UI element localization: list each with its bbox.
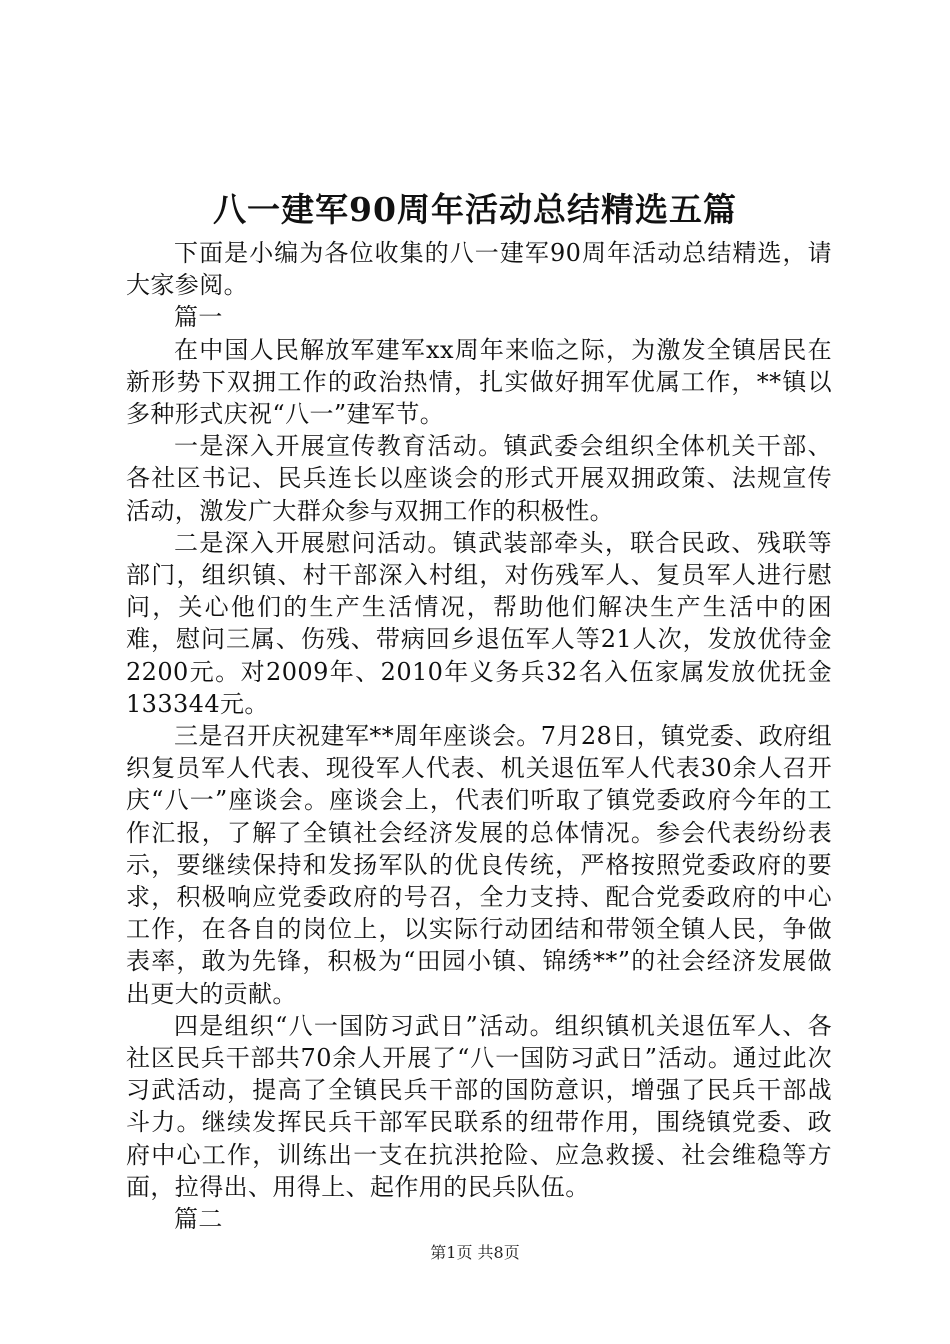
body-paragraph: 三是召开庆祝建军**周年座谈会。7月28日，镇党委、政府组织复员军人代表、现役军人代表、机关退伍军人代表30余人召开庆“八一”座谈会。座谈会上，代表们听取了镇党委政府今年的工作汇报，了解了全镇社会经济发展的总体情况。参会代表纷纷表示，要继续保持和发扬军队的优良传统，严格按照党委政府的要求，积极响应党委政府的号召，全力支持、配合党委政府的中心工作，在各自的岗位上，以实际行动团结和带领全镇人民，争做表率，敢为先锋，积极为“田园小镇、锦绣**”的社会经济发展做出更大的贡献。 <box>126 722 832 1008</box>
body-paragraph: 四是组织“八一国防习武日”活动。组织镇机关退伍军人、各社区民兵干部共70余人开展了“八一国防习武日”活动。通过此次习武活动，提高了全镇民兵干部的国防意识，增强了民兵干部战斗力。继续发挥民兵干部军民联系的纽带作用，围绕镇党委、政府中心工作，训练出一支在抗洪抢险、应急救援、社会维稳等方面，拉得出、用得上、起作用的民兵队伍。 <box>126 1011 832 1201</box>
page-number-footer: 第1页 共8页 <box>430 1243 520 1262</box>
section-heading-2: 篇二 <box>174 1205 223 1234</box>
body-paragraph: 一是深入开展宣传教育活动。镇武委会组织全体机关干部、各社区书记、民兵连长以座谈会的形式开展双拥政策、法规宣传活动，激发广大群众参与双拥工作的积极性。 <box>126 432 832 525</box>
document-body <box>126 237 832 1235</box>
body-paragraph: 在中国人民解放军建军xx周年来临之际，为激发全镇居民在新形势下双拥工作的政治热情，扎实做好拥军优属工作，**镇以多种形式庆祝“八一”建军节。 <box>126 335 832 429</box>
document-title: 八一建军90周年活动总结精选五篇 <box>213 190 737 229</box>
intro-paragraph: 下面是小编为各位收集的八一建军90周年活动总结精选，请大家参阅。 <box>126 239 832 300</box>
section-heading-1: 篇一 <box>174 303 223 332</box>
body-paragraph: 二是深入开展慰问活动。镇武装部牵头，联合民政、残联等部门，组织镇、村干部深入村组，对伤残军人、复员军人进行慰问，关心他们的生产生活情况，帮助他们解决生产生活中的困难，慰问三属、伤残、带病回乡退伍军人等21人次，发放优待金2200元。对2009年、2010年义务兵32名入伍家属发放优抚金133344元。 <box>126 528 832 718</box>
